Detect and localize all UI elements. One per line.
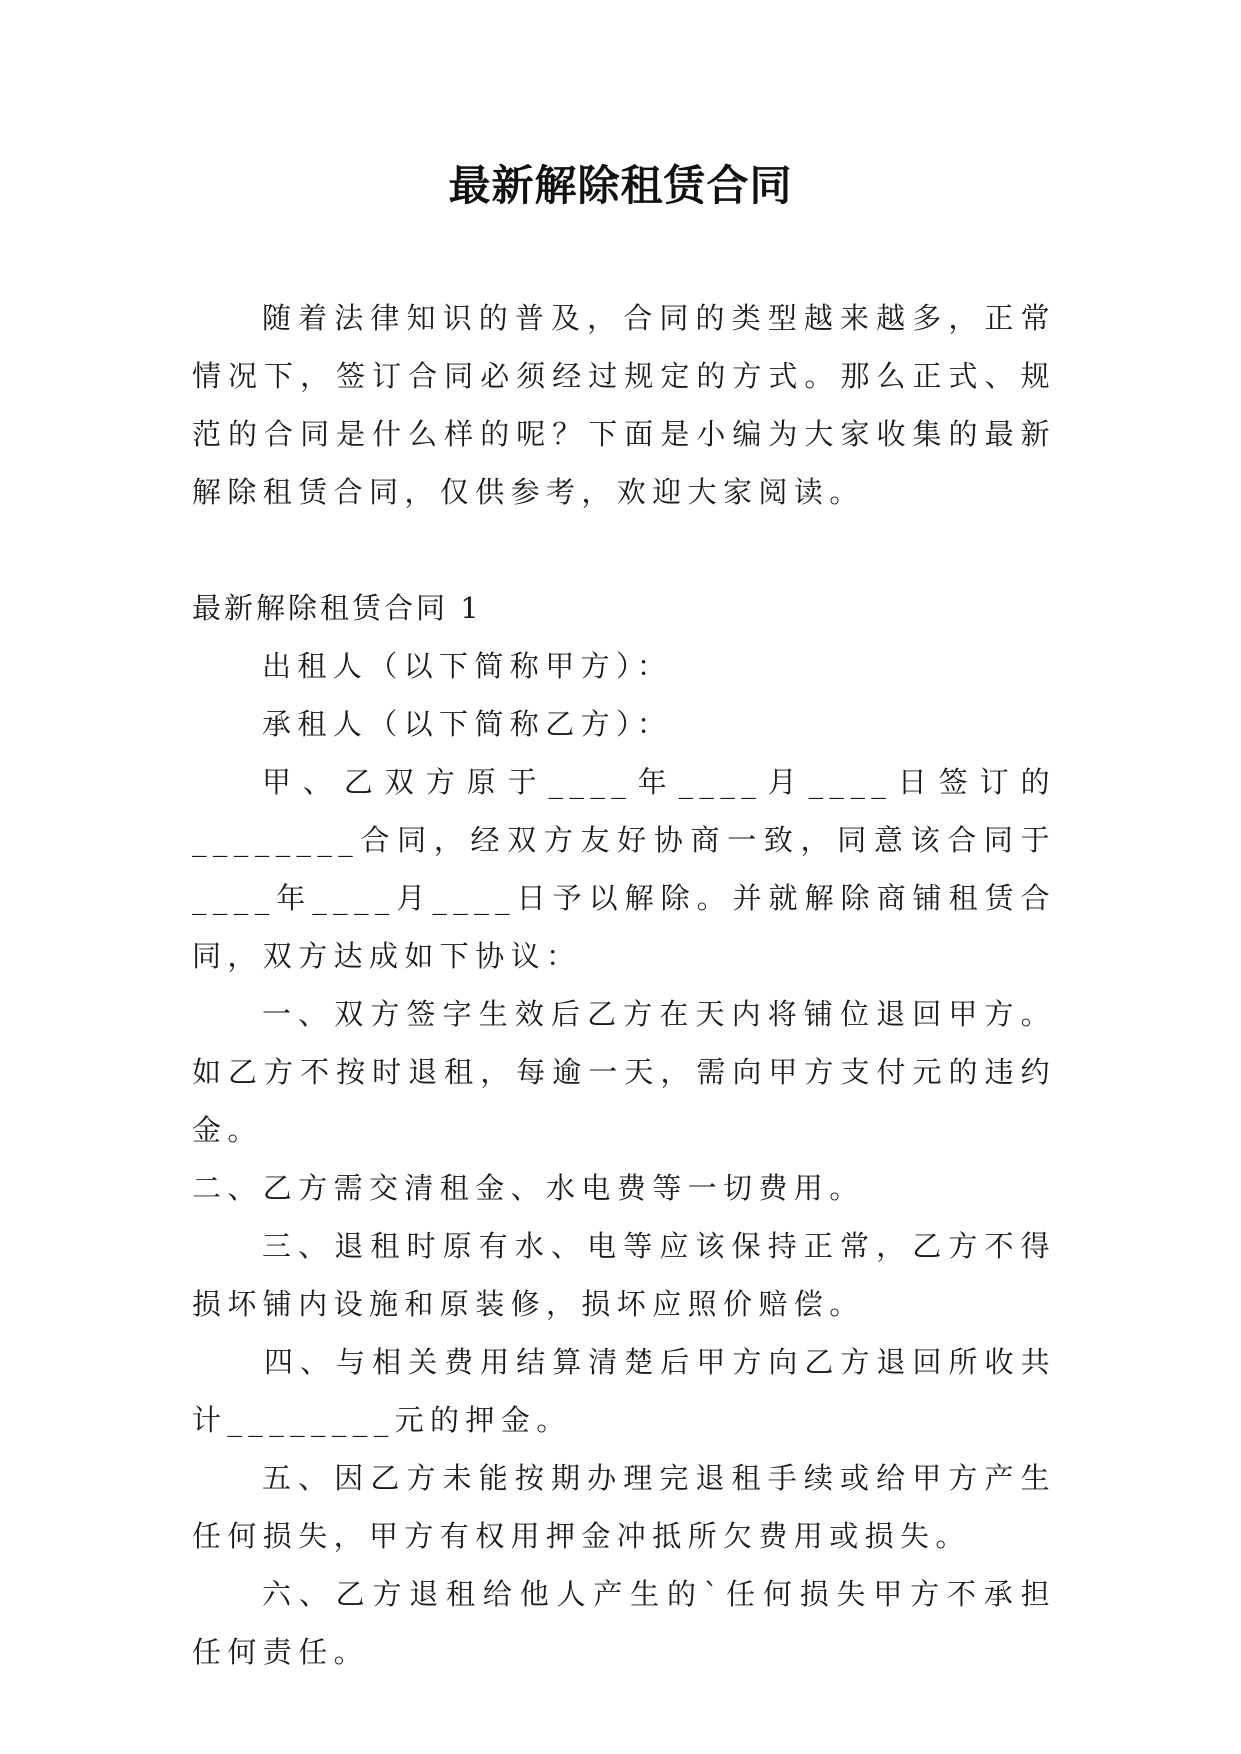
lessee-line: 承租人（以下简称乙方）：: [262, 707, 673, 741]
preamble-paragraph: 甲、乙双方原于____年____月____日签订的________合同，经双方友好协商一致，同意该合同于____年____月____日予以解除。并就解除商铺租赁合同，双方达成如下协议：: [192, 765, 1056, 973]
clause-5: 五、因乙方未能按期办理完退租手续或给甲方产生任何损失，甲方有权用押金冲抵所欠费用或损失。: [192, 1461, 1056, 1553]
section-heading: 最新解除租赁合同 1: [192, 591, 482, 625]
clause-6: 六、乙方退租给他人产生的`任何损失甲方不承担任何责任。: [192, 1577, 1056, 1669]
clause-2: 二、乙方需交清租金、水电费等一切费用。: [192, 1171, 865, 1205]
paragraph-gap: [192, 521, 1056, 579]
document-title: 最新解除租赁合同: [448, 161, 793, 210]
intro-paragraph: 随着法律知识的普及，合同的类型越来越多，正常情况下，签订合同必须经过规定的方式。那么正式、规范的合同是什么样的呢？下面是小编为大家收集的最新解除租赁合同，仅供参考，欢迎大家阅读。: [192, 301, 1056, 509]
clause-1: 一、双方签字生效后乙方在天内将铺位退回甲方。如乙方不按时退租，每逾一天，需向甲方支付元的违约金。: [192, 997, 1056, 1147]
document-body: [192, 289, 1056, 1681]
clause-4: 四、与相关费用结算清楚后甲方向乙方退回所收共计________元的押金。: [192, 1345, 1056, 1437]
lessor-line: 出租人（以下简称甲方）：: [262, 649, 673, 683]
clause-3: 三、退租时原有水、电等应该保持正常，乙方不得损坏铺内设施和原装修，损坏应照价赔偿。: [192, 1229, 1056, 1321]
